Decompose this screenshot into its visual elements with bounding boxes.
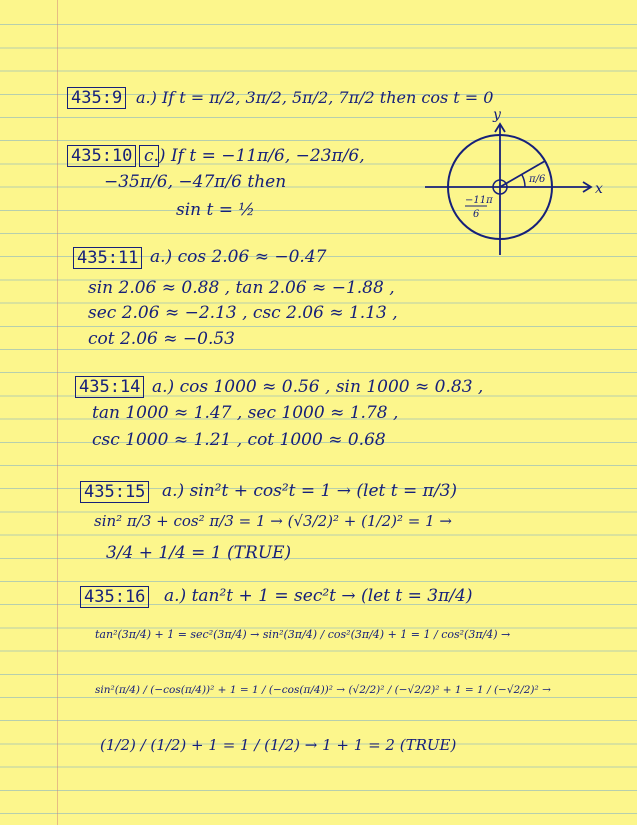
problem-11-line-4: cot 2.06 ≈ −0.53 <box>88 329 235 349</box>
problem-14-line-1: a.) cos 1000 ≈ 0.56 , sin 1000 ≈ 0.83 , <box>152 377 484 397</box>
problem-16-label: 435:16 <box>80 586 149 608</box>
problem-16-line-2: tan²(3π/4) + 1 = sec²(3π/4) → sin²(3π/4) / cos²(3π/4) + 1 = 1 / cos²(3π/4) → <box>95 628 511 641</box>
angle-label: π/6 <box>529 174 546 185</box>
problem-15-line-1: a.) sin²t + cos²t = 1 → (let t = π/3) <box>162 481 458 501</box>
problem-10-label: 435:10 <box>67 145 136 167</box>
problem-15-line-2: sin² π/3 + cos² π/3 = 1 → (√3/2)² + (1/2)² = 1 → <box>94 512 452 530</box>
problem-9-label: 435:9 <box>67 87 126 109</box>
x-axis-label: x <box>595 181 603 197</box>
problem-16-line-4: (1/2) / (1/2) + 1 = 1 / (1/2) → 1 + 1 = 2 (TRUE) <box>100 736 457 754</box>
problem-9-line-1: a.) If t = π/2, 3π/2, 5π/2, 7π/2 then cos t = 0 <box>136 88 494 107</box>
problem-11-line-2: sin 2.06 ≈ 0.88 , tan 2.06 ≈ −1.88 , <box>88 278 395 298</box>
problem-10-line-1: c.) If t = −11π/6, −23π/6, <box>144 146 365 166</box>
problem-11-line-1: a.) cos 2.06 ≈ −0.47 <box>150 247 327 267</box>
problem-11-line-3: sec 2.06 ≈ −2.13 , csc 2.06 ≈ 1.13 , <box>88 303 398 323</box>
negative-angle-label: −11π <box>465 195 493 206</box>
y-axis-label: y <box>493 107 501 123</box>
problem-10-line-2: −35π/6, −47π/6 then <box>104 172 287 192</box>
margin-rule <box>57 0 58 825</box>
problem-14-line-2: tan 1000 ≈ 1.47 , sec 1000 ≈ 1.78 , <box>92 403 399 423</box>
problem-14-line-3: csc 1000 ≈ 1.21 , cot 1000 ≈ 0.68 <box>92 430 386 450</box>
negative-angle-denominator: 6 <box>473 209 480 220</box>
angle-arc <box>522 175 525 187</box>
problem-10-line-3: sin t = ½ <box>176 200 255 220</box>
problem-15-label: 435:15 <box>80 481 149 503</box>
unit-circle-diagram <box>425 107 610 257</box>
problem-16-line-3: sin²(π/4) / (−cos(π/4))² + 1 = 1 / (−cos(π/4))² → (√2/2)² / (−√2/2)² + 1 = 1 / (−√2/2)² → <box>95 684 551 696</box>
problem-11-label: 435:11 <box>73 247 142 269</box>
problem-15-line-3: 3/4 + 1/4 = 1 (TRUE) <box>106 543 292 563</box>
problem-14-label: 435:14 <box>75 376 144 398</box>
problem-16-line-1: a.) tan²t + 1 = sec²t → (let t = 3π/4) <box>164 586 473 606</box>
